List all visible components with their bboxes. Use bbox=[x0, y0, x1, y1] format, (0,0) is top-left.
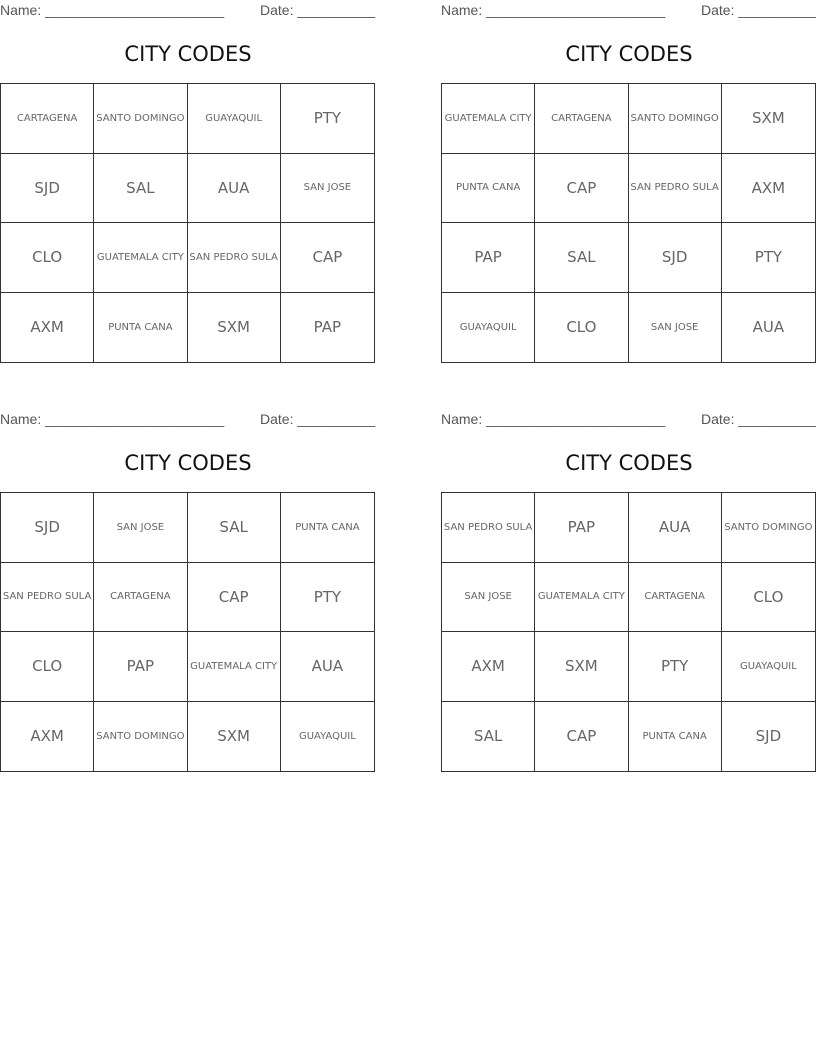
grid-cell: PUNTA CANA bbox=[281, 493, 374, 563]
grid-cell: SXM bbox=[188, 702, 281, 772]
grid-cell: SXM bbox=[535, 632, 628, 702]
card-header bbox=[441, 2, 816, 20]
grid-cell: SAN JOSE bbox=[94, 493, 187, 563]
grid-cell: CARTAGENA bbox=[535, 84, 628, 154]
grid-cell: AUA bbox=[629, 493, 722, 563]
grid-cell: SAN JOSE bbox=[281, 154, 374, 224]
bingo-card-3 bbox=[0, 409, 376, 799]
grid-cell: CLO bbox=[722, 563, 815, 633]
date-field: Date: __________ bbox=[701, 411, 816, 427]
grid-cell: CLO bbox=[1, 223, 94, 293]
grid-cell: AXM bbox=[442, 632, 535, 702]
grid-cell: PTY bbox=[722, 223, 815, 293]
bingo-grid bbox=[0, 492, 375, 772]
grid-cell: GUAYAQUIL bbox=[188, 84, 281, 154]
card-header bbox=[0, 2, 376, 20]
grid-cell: PTY bbox=[281, 84, 374, 154]
grid-cell: CARTAGENA bbox=[629, 563, 722, 633]
grid-cell: AUA bbox=[752, 318, 785, 337]
grid-cell: SANTO DOMINGO bbox=[722, 493, 815, 563]
grid-cell: AUA bbox=[281, 632, 374, 702]
grid-cell: GUAYAQUIL bbox=[722, 632, 815, 702]
name-field: Name: _______________________ bbox=[441, 2, 666, 18]
grid-cell: CLO bbox=[1, 632, 94, 702]
bingo-card-1 bbox=[0, 0, 376, 390]
grid-cell: SAN PEDRO SULA bbox=[1, 563, 94, 633]
grid-cell: SJD bbox=[755, 727, 782, 746]
grid-cell: SXM bbox=[188, 293, 281, 363]
card-title: CITY CODES bbox=[565, 451, 693, 475]
grid-cell: PTY bbox=[281, 563, 374, 633]
grid-cell: PAP bbox=[313, 318, 342, 337]
grid-cell: CARTAGENA bbox=[94, 563, 187, 633]
name-field: Name: _______________________ bbox=[0, 411, 225, 427]
grid-cell: SAL bbox=[535, 223, 628, 293]
grid-cell: AXM bbox=[1, 702, 94, 772]
grid-cell: SJD bbox=[1, 154, 94, 224]
grid-cell: SAN PEDRO SULA bbox=[629, 154, 722, 224]
grid-cell: CAP bbox=[535, 154, 628, 224]
bingo-grid bbox=[441, 492, 816, 772]
grid-cell: SANTO DOMINGO bbox=[94, 84, 187, 154]
bingo-grid bbox=[441, 83, 816, 363]
grid-cell: GUAYAQUIL bbox=[298, 730, 356, 742]
grid-cell: SAL bbox=[442, 702, 535, 772]
grid-cell: GUAYAQUIL bbox=[442, 293, 535, 363]
grid-cell: SAL bbox=[94, 154, 187, 224]
grid-cell: AXM bbox=[1, 293, 94, 363]
grid-cell: PAP bbox=[94, 632, 187, 702]
grid-cell: SJD bbox=[629, 223, 722, 293]
grid-cell: PAP bbox=[442, 223, 535, 293]
grid-cell: GUATEMALA CITY bbox=[188, 632, 281, 702]
grid-cell: GUATEMALA CITY bbox=[535, 563, 628, 633]
card-header bbox=[0, 411, 376, 429]
name-field: Name: _______________________ bbox=[441, 411, 666, 427]
grid-cell: GUATEMALA CITY bbox=[94, 223, 187, 293]
grid-cell: SAN PEDRO SULA bbox=[188, 223, 281, 293]
grid-cell: CLO bbox=[535, 293, 628, 363]
bingo-card-2 bbox=[441, 0, 816, 390]
grid-cell: SAN JOSE bbox=[629, 293, 722, 363]
name-field: Name: _______________________ bbox=[0, 2, 225, 18]
grid-cell: SXM bbox=[722, 84, 815, 154]
date-field: Date: __________ bbox=[260, 2, 376, 18]
grid-cell: CAP bbox=[188, 563, 281, 633]
grid-cell: SANTO DOMINGO bbox=[629, 84, 722, 154]
card-title: CITY CODES bbox=[124, 42, 252, 66]
grid-cell: PAP bbox=[535, 493, 628, 563]
grid-cell: PTY bbox=[629, 632, 722, 702]
grid-cell: SANTO DOMINGO bbox=[94, 702, 187, 772]
grid-cell: AUA bbox=[188, 154, 281, 224]
bingo-card-4 bbox=[441, 409, 816, 799]
grid-cell: GUATEMALA CITY bbox=[442, 84, 535, 154]
grid-cell: CAP bbox=[535, 702, 628, 772]
grid-cell: CAP bbox=[281, 223, 374, 293]
date-field: Date: __________ bbox=[260, 411, 376, 427]
grid-cell: PUNTA CANA bbox=[94, 293, 187, 363]
grid-cell: SAN JOSE bbox=[442, 563, 535, 633]
bingo-grid bbox=[0, 83, 375, 363]
card-title: CITY CODES bbox=[124, 451, 252, 475]
grid-cell: SAN PEDRO SULA bbox=[442, 493, 535, 563]
grid-cell: SJD bbox=[1, 493, 94, 563]
card-header bbox=[441, 411, 816, 429]
grid-cell: PUNTA CANA bbox=[629, 702, 722, 772]
grid-cell: SAL bbox=[188, 493, 281, 563]
grid-cell: CARTAGENA bbox=[1, 84, 94, 154]
date-field: Date: __________ bbox=[701, 2, 816, 18]
card-title: CITY CODES bbox=[565, 42, 693, 66]
grid-cell: PUNTA CANA bbox=[442, 154, 535, 224]
grid-cell: AXM bbox=[722, 154, 815, 224]
